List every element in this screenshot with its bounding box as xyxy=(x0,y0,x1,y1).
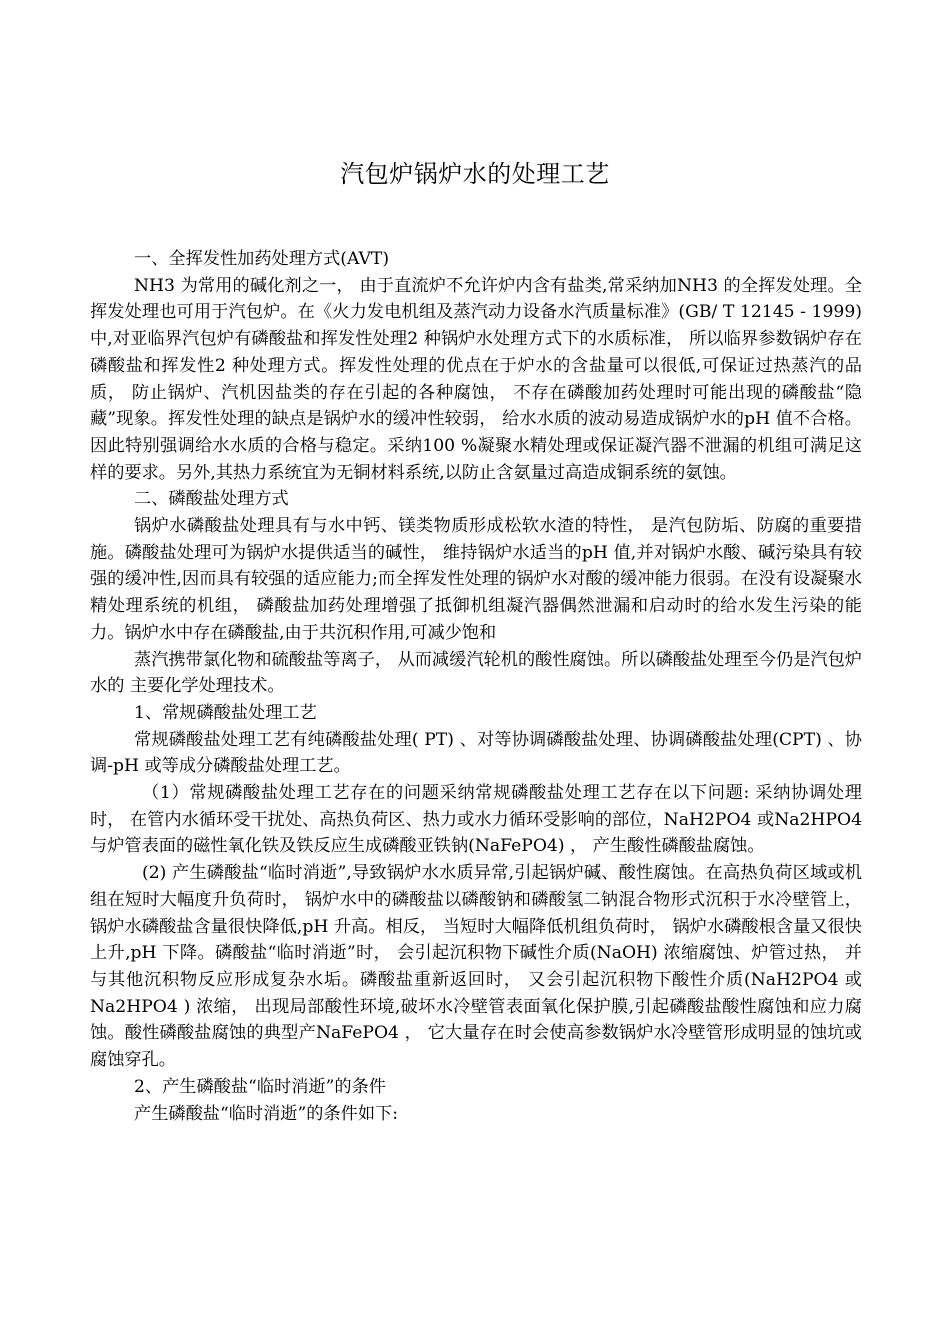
paragraph-conditions: 产生磷酸盐“临时消逝”的条件如下: xyxy=(134,1103,398,1124)
paragraph-avt: NH3 为常用的碱化剂之一， 由于直流炉不允许炉内含有盐类,常采纳加NH3 的全挥发处理。全挥发处理也可用于汽包炉。在《火力发电机组及蒸汽动力设备水汽质量标准》(GB/ T 12145 - 1999) 中,对亚临界汽包炉有磷酸盐和挥发性处理2 种锅炉水处理方式下的水质标准， 所以临界参数锅炉存在磷酸盐和挥发性2 种处理方式。挥发性处理的优点在于炉水的含盐量可以很低,可保证过热蒸汽的品质， 防止锅炉、汽机因盐类的存在引起的各种腐蚀， 不存在磷酸加药处理时可能出现的磷酸盐“隐藏”现象。挥发性处理的缺点是锅炉水的缓冲性较弱， 给水水质的波动易造成锅炉水的pH 值不合格。因此特别强调给水水质的合格与稳定。采纳100 %凝聚水精处理或保证凝汽器不泄漏的机组可满足这样的要求。另外,其热力系统宜为无铜材料系统,以防止含氨量过高造成铜系统的氨蚀。 xyxy=(90,275,862,483)
document-title: 汽包炉锅炉水的处理工艺 xyxy=(340,160,610,188)
paragraph-problem-2: (2) 产生磷酸盐“临时消逝”,导致锅炉水水质异常,引起锅炉碱、酸性腐蚀。在高热负荷区域或机组在短时大幅度升负荷时， 锅炉水中的磷酸盐以磷酸钠和磷酸氢二钠混合物形式沉积于水冷壁管上， 锅炉水磷酸盐含量很快降低,pH 升高。相反， 当短时大幅降低机组负荷时， 锅炉水磷酸根含量又很快上升,pH 下降。磷酸盐“临时消逝”时， 会引起沉积物下碱性介质(NaOH) 浓缩腐蚀、炉管过热， 并与其他沉积物反应形成复杂水垢。磷酸盐重新返回时， 又会引起沉积物下酸性介质(NaH2PO4 或Na2HPO4 ) 浓缩， 出现局部酸性环境,破坏水冷壁管表面氧化保护膜,引起磷酸盐酸性腐蚀和应力腐蚀。酸性磷酸盐腐蚀的典型产NaFePO4 ， 它大量存在时会使高参数锅炉水冷壁管形成明显的蚀坑或腐蚀穿孔。 xyxy=(90,863,862,1071)
section-heading-avt: 一、全挥发性加药处理方式(AVT) xyxy=(134,249,390,269)
document-body xyxy=(90,246,862,1127)
paragraph-phosphate-2: 蒸汽携带氯化物和硫酸盐等离子， 从而减缓汽轮机的酸性腐蚀。所以磷酸盐处理至今仍是汽包炉水的 主要化学处理技术。 xyxy=(90,649,862,697)
subsection-heading-conditions: 2、产生磷酸盐“临时消逝”的条件 xyxy=(134,1076,386,1097)
section-heading-phosphate: 二、磷酸盐处理方式 xyxy=(134,489,289,510)
paragraph-problem-1: （1）常规磷酸盐处理工艺存在的问题采纳常规磷酸盐处理工艺存在以下问题: 采纳协调处理时， 在管内水循环受干扰处、高热负荷区、热力或水力循环受影响的部位，NaH2PO4 或Na2HPO4 与炉管表面的磁性氧化铁及铁反应生成磷酸亚铁钠(NaFePO4) ， 产生酸性磷酸盐腐蚀。 xyxy=(90,783,862,857)
paragraph-phosphate-1: 锅炉水磷酸盐处理具有与水中钙、镁类物质形成松软水渣的特性， 是汽包防垢、防腐的重要措施。磷酸盐处理可为锅炉水提供适当的碱性， 维持锅炉水适当的pH 值,并对锅炉水酸、碱污染具有较强的缓冲性,因而具有较强的适应能力;而全挥发性处理的锅炉水对酸的缓冲能力很弱。在没有设凝聚水精处理系统的机组， 磷酸盐加药处理增强了抵御机组凝汽器偶然泄漏和启动时的给水发生污染的能力。锅炉水中存在磷酸盐,由于共沉积作用,可减少饱和 xyxy=(90,516,862,643)
subsection-heading-conventional: 1、常规磷酸盐处理工艺 xyxy=(134,702,317,723)
paragraph-conventional: 常规磷酸盐处理工艺有纯磷酸盐处理( PT) 、对等协调磷酸盐处理、协调磷酸盐处理(CPT) 、协调-pH 或等成分磷酸盐处理工艺。 xyxy=(90,729,862,777)
